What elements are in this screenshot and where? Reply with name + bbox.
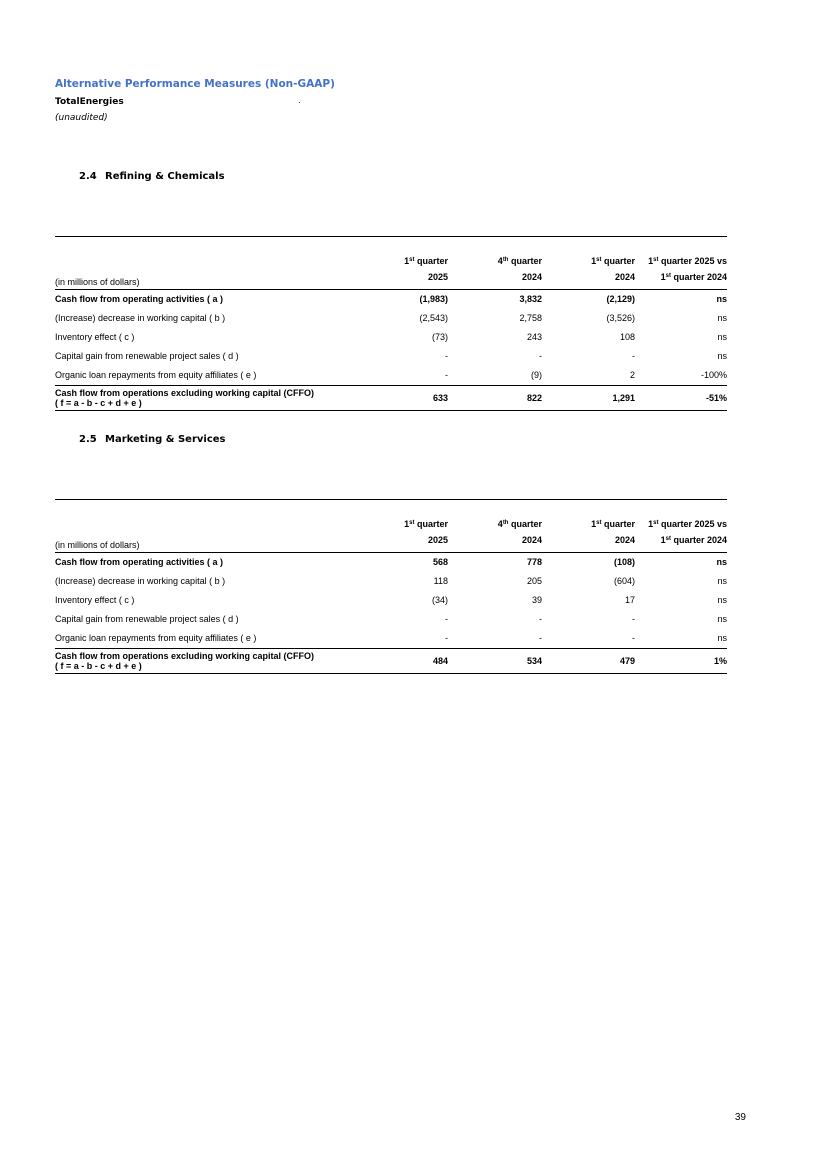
- table-row: [55, 552, 727, 572]
- cell-value: 205: [526, 576, 542, 586]
- cell-value: -: [632, 633, 635, 643]
- section-title-marketing: [79, 434, 226, 445]
- row-label: Organic loan repayments from equity affiliates ( e ): [55, 633, 257, 643]
- cell-value: 39: [531, 595, 542, 605]
- col-header-q1-2024: 1st quarter 2024: [591, 519, 635, 545]
- cell-value: -: [445, 370, 448, 380]
- document-title: Alternative Performance Measures (Non-GAAP): [55, 78, 335, 90]
- cell-value: 778: [526, 557, 542, 567]
- cell-value: 484: [432, 656, 448, 666]
- audit-status: (unaudited): [55, 113, 108, 123]
- table-row: [55, 347, 727, 366]
- col-header-q1-2024: 1st quarter 2024: [591, 256, 635, 282]
- cell-value: 822: [526, 393, 542, 403]
- row-label: Cash flow from operating activities ( a ): [55, 294, 224, 304]
- col-header-q1-2025: 1st quarter 2025: [404, 519, 448, 545]
- cell-value: (2,543): [419, 313, 448, 323]
- unit-label: (in millions of dollars): [55, 277, 140, 287]
- cell-value: ns: [717, 576, 727, 586]
- cell-value: 1,291: [612, 393, 635, 403]
- table-header: [55, 500, 727, 552]
- cell-value: -: [445, 633, 448, 643]
- col-header-q1-2025: 1st quarter 2025: [404, 256, 448, 282]
- cell-value: ns: [716, 294, 727, 304]
- cell-value: (9): [531, 370, 542, 380]
- cell-value: 108: [619, 332, 635, 342]
- cell-value: 479: [619, 656, 635, 666]
- col-header-variation: 1st quarter 2025 vs 1st quarter 2024: [648, 256, 727, 282]
- cell-value: ns: [717, 595, 727, 605]
- section-name: Refining & Chemicals: [105, 171, 225, 182]
- table-row: [55, 610, 727, 629]
- cell-value: -: [445, 351, 448, 361]
- cell-value: ns: [716, 557, 727, 567]
- cell-value: -: [539, 633, 542, 643]
- row-label: Cash flow from operating activities ( a ): [55, 557, 224, 567]
- cell-value: (73): [431, 332, 448, 342]
- row-label: (Increase) decrease in working capital ( b ): [55, 576, 226, 586]
- table-row: [55, 328, 727, 347]
- cell-value: (108): [613, 557, 635, 567]
- row-label: Capital gain from renewable project sales ( d ): [55, 351, 239, 361]
- cell-value: (34): [431, 595, 448, 605]
- section-number: 2.4: [79, 171, 97, 182]
- cell-value: 2: [629, 370, 635, 380]
- cell-value: 633: [432, 393, 448, 403]
- cell-value: -: [632, 351, 635, 361]
- page-number: 39: [734, 1112, 746, 1123]
- cell-value: -: [445, 614, 448, 624]
- cell-value: 568: [432, 557, 448, 567]
- table-row: [55, 309, 727, 328]
- section-title-refining: [79, 171, 225, 182]
- row-label: Cash flow from operations excluding working capital (CFFO) ( f = a - b - c + d + e ): [55, 388, 315, 408]
- cell-value: -51%: [705, 393, 727, 403]
- row-label: Inventory effect ( c ): [55, 332, 135, 342]
- cell-value: (2,129): [606, 294, 635, 304]
- cell-value: (1,983): [419, 294, 448, 304]
- table-row: [55, 572, 727, 591]
- table-row: [55, 289, 727, 309]
- refining-chemicals-table: [55, 236, 727, 411]
- row-label: Cash flow from operations excluding working capital (CFFO) ( f = a - b - c + d + e ): [55, 651, 315, 671]
- table-row: [55, 366, 727, 385]
- total-row-cffo: [55, 385, 727, 411]
- col-header-q4-2024: 4th quarter 2024: [497, 519, 542, 545]
- section-name: Marketing & Services: [105, 434, 226, 445]
- table-row: [55, 629, 727, 648]
- marketing-services-table: [55, 499, 727, 674]
- stray-dot: [299, 102, 300, 103]
- cell-value: 534: [526, 656, 542, 666]
- total-row-cffo: [55, 648, 727, 674]
- section-number: 2.5: [79, 434, 97, 445]
- cell-value: -: [539, 351, 542, 361]
- col-header-q4-2024: 4th quarter 2024: [497, 256, 542, 282]
- cell-value: -: [632, 614, 635, 624]
- cell-value: 2,758: [519, 313, 542, 323]
- cell-value: 1%: [713, 656, 727, 666]
- cell-value: ns: [717, 313, 727, 323]
- cell-value: 118: [433, 576, 448, 586]
- row-label: Inventory effect ( c ): [55, 595, 135, 605]
- cell-value: 3,832: [519, 294, 542, 304]
- company-name: TotalEnergies: [55, 97, 124, 107]
- unit-label: (in millions of dollars): [55, 540, 140, 550]
- table-header: [55, 237, 727, 289]
- cell-value: (604): [613, 576, 635, 586]
- cell-value: ns: [717, 614, 727, 624]
- table-row: [55, 591, 727, 610]
- cell-value: ns: [717, 332, 727, 342]
- cell-value: ns: [717, 351, 727, 361]
- cell-value: -: [539, 614, 542, 624]
- cell-value: 243: [526, 332, 542, 342]
- row-label: Organic loan repayments from equity affiliates ( e ): [55, 370, 257, 380]
- cell-value: 17: [624, 595, 635, 605]
- col-header-variation: 1st quarter 2025 vs 1st quarter 2024: [648, 519, 727, 545]
- cell-value: ns: [717, 633, 727, 643]
- cell-value: (3,526): [606, 313, 635, 323]
- row-label: (Increase) decrease in working capital ( b ): [55, 313, 226, 323]
- row-label: Capital gain from renewable project sales ( d ): [55, 614, 239, 624]
- cell-value: -100%: [700, 370, 727, 380]
